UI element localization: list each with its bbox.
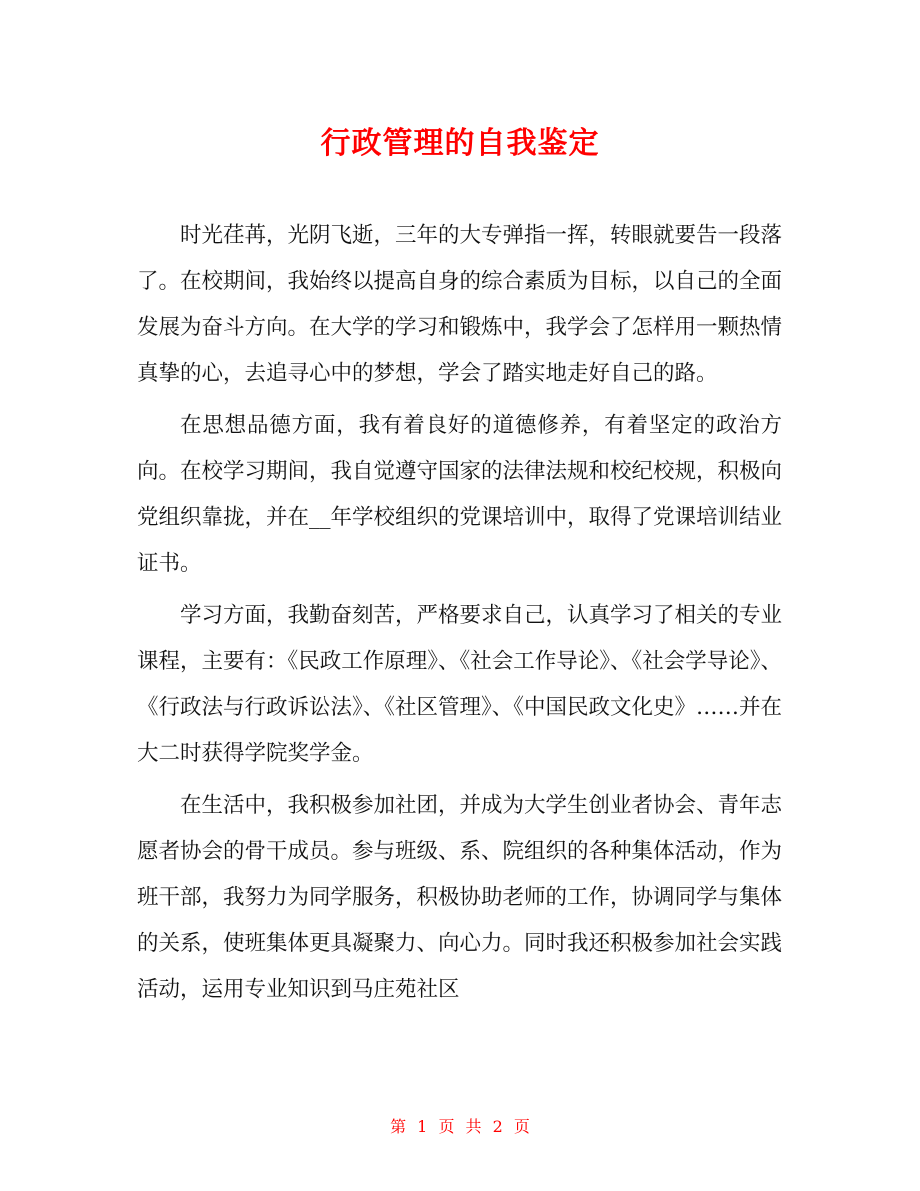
paragraph-ideology: 在思想品德方面，我有着良好的道德修养，有着坚定的政治方向。在校学习期间，我自觉遵守国家的法律法规和校纪校规，积极向党组织靠拢，并在__年学校组织的党课培训中，取得了党课培训结业证书。 <box>137 413 783 576</box>
paragraph-life: 在生活中，我积极参加社团，并成为大学生创业者协会、青年志愿者协会的骨干成员。参与班级、系、院组织的各种集体活动，作为班干部，我努力为同学服务，积极协助老师的工作，协调同学与集体的关系，使班集体更具凝聚力、向心力。同时我还积极参加社会实践活动，运用专业知识到马庄苑社区 <box>137 793 783 1002</box>
document-body <box>137 213 782 1019</box>
page-number-footer: 第 1 页 共 2 页 <box>390 1117 530 1136</box>
document-title: 行政管理的自我鉴定 <box>320 126 600 161</box>
paragraph-intro: 时光荏苒，光阴飞逝，三年的大专弹指一挥，转眼就要告一段落了。在校期间，我始终以提高自身的综合素质为目标，以自己的全面发展为奋斗方向。在大学的学习和锻炼中，我学会了怎样用一颗热情真挚的心，去追寻心中的梦想，学会了踏实地走好自己的路。 <box>137 223 783 386</box>
paragraph-study: 学习方面，我勤奋刻苦，严格要求自己，认真学习了相关的专业课程，主要有：《民政工作原理》、《社会工作导论》、《社会学导论》、《行政法与行政诉讼法》、《社区管理》、《中国民政文化史》……并在大二时获得学院奖学金。 <box>137 603 783 766</box>
